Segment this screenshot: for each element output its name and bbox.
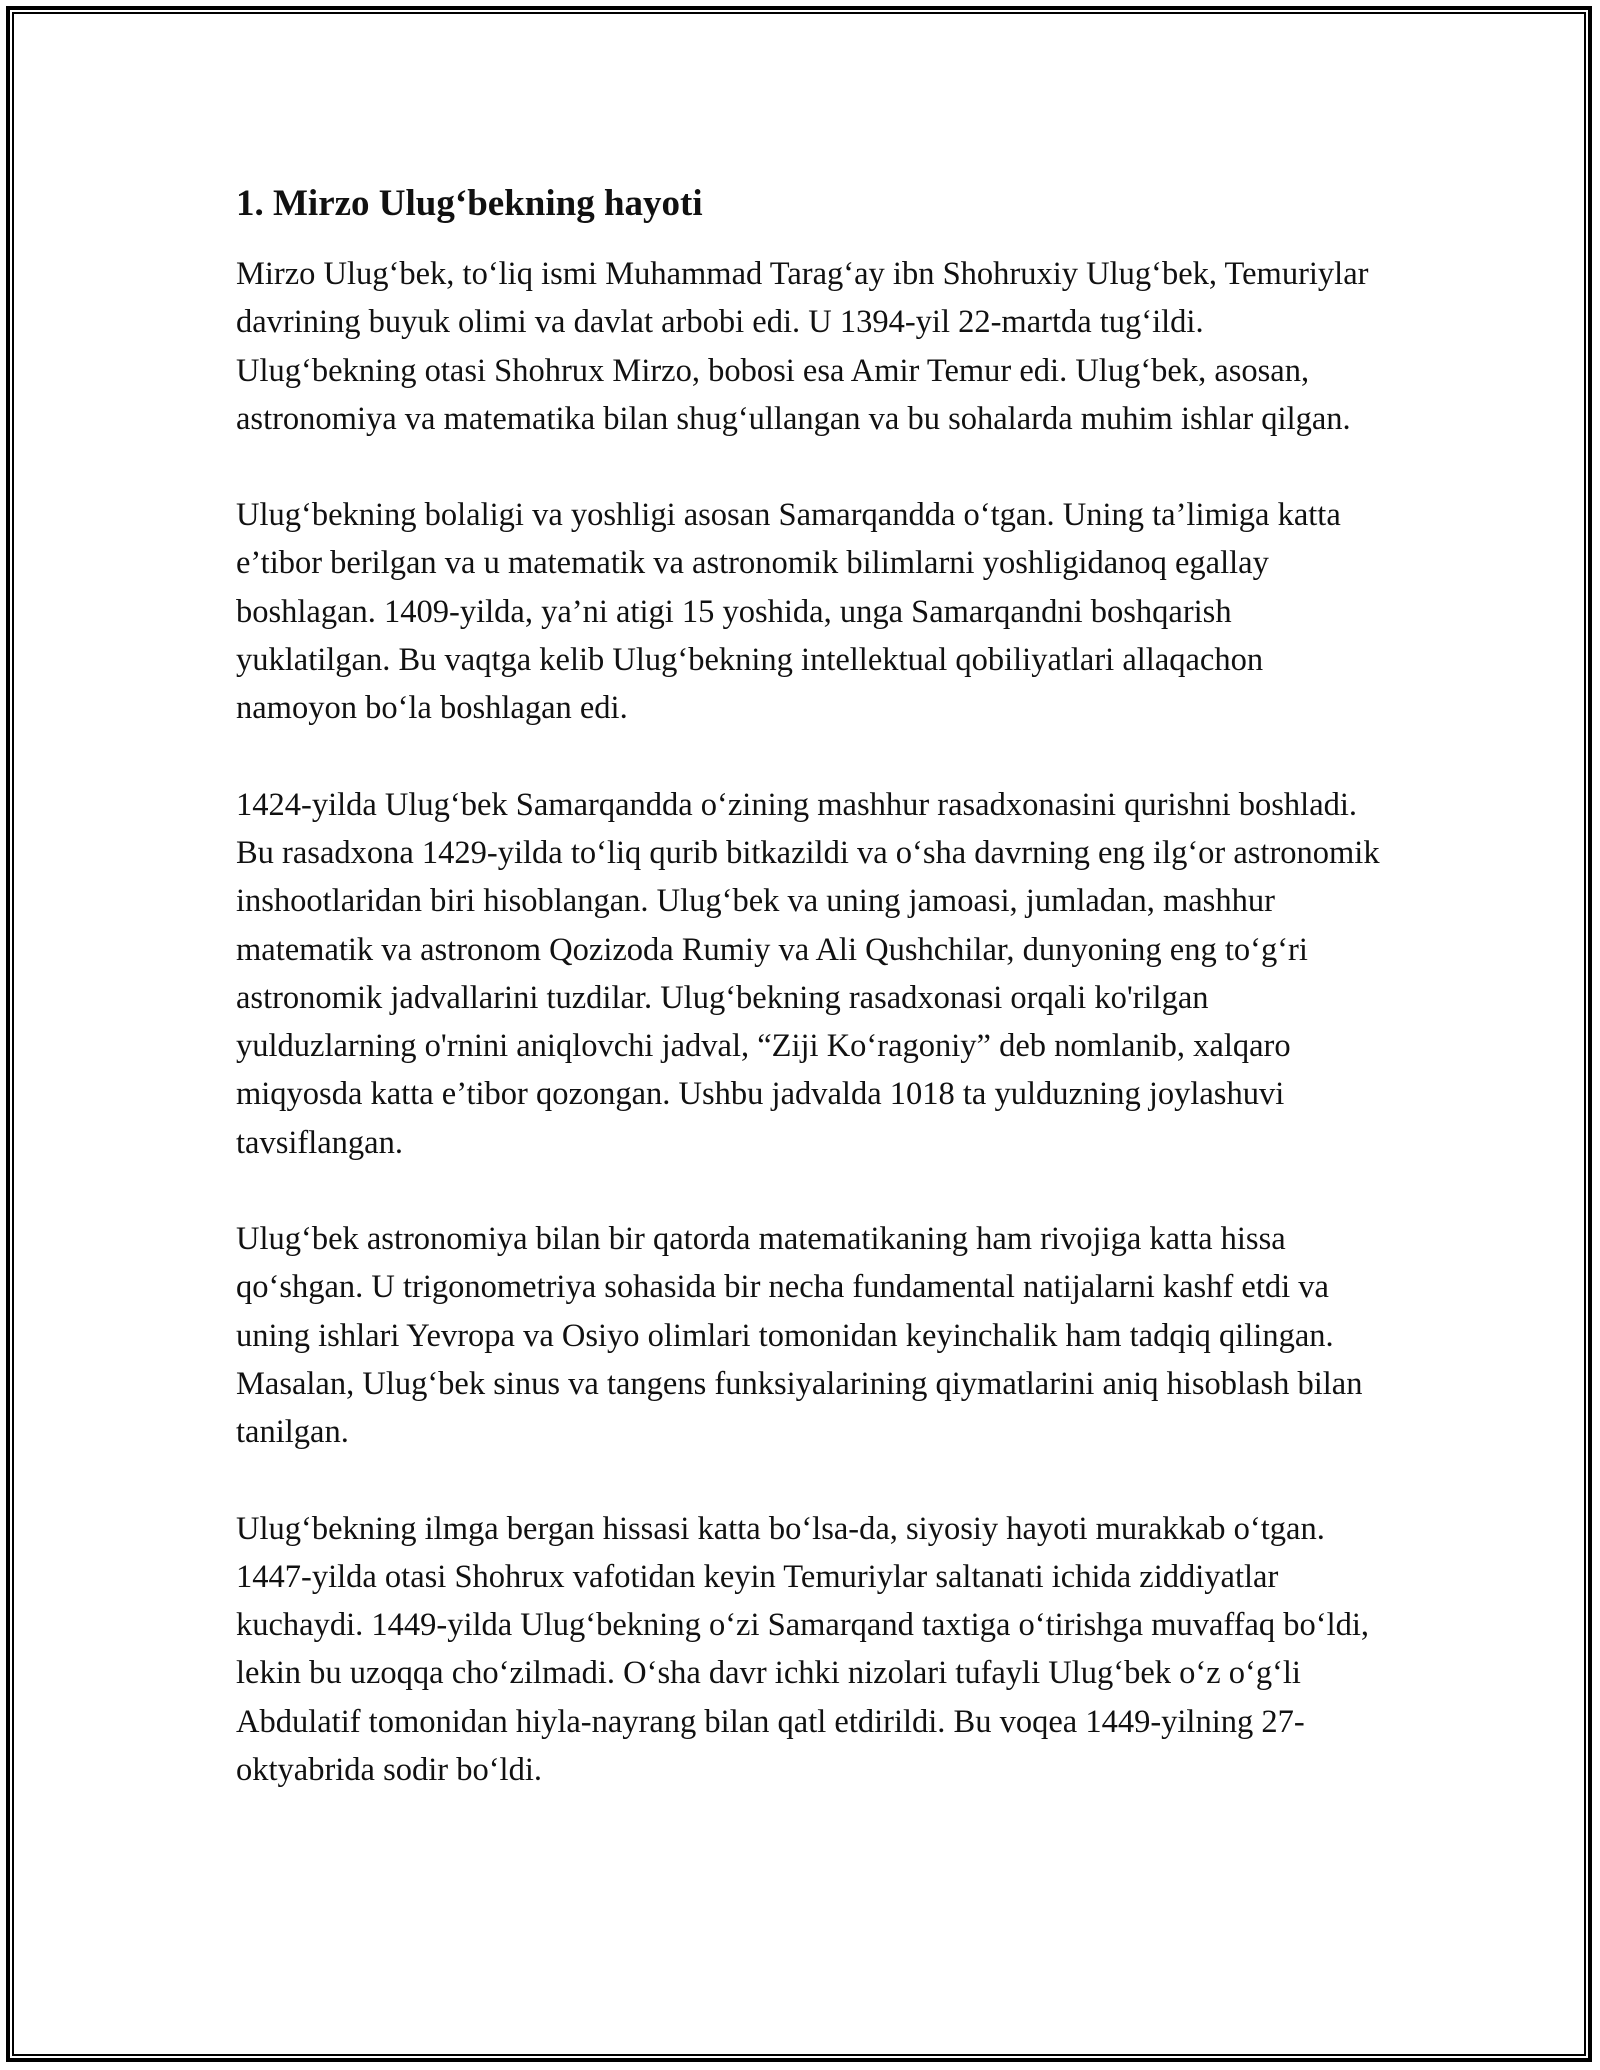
section-heading: 1. Mirzo Ulug‘bekning hayoti — [236, 183, 703, 224]
paragraph-4: Ulug‘bek astronomiya bilan bir qatorda matematikaning ham rivojiga katta hissa qo‘shgan. U trigonometriya sohasida bir necha fundamental natijalarni kashf etdi va uning ishlari Yevropa va Osiyo olimlari tomonidan keyinchalik ham tadqiq qilingan. Masalan, Ulug‘bek sinus va tangens funksiyalarining qiymatlarini aniq hisoblash bilan tanilgan. — [236, 1221, 1363, 1451]
paragraph-2: Ulug‘bekning bolaligi va yoshligi asosan Samarqandda o‘tgan. Uning ta’limiga katta e’tibor berilgan va u matematik va astronomik bilimlarni yoshligidanoq egallay boshlagan. 1409-yilda, ya’ni atigi 15 yoshida, unga Samarqandni boshqarish yuklatilgan. Bu vaqtga kelib Ulug‘bekning intellektual qobiliyatlari allaqachon namoyon bo‘la boshlagan edi. — [236, 497, 1341, 727]
document-body — [236, 180, 1386, 1794]
paragraph-3: 1424-yilda Ulug‘bek Samarqandda o‘zining mashhur rasadxonasini qurishni boshladi. Bu rasadxona 1429-yilda to‘liq qurib bitkazildi va o‘sha davrning eng ilg‘or astronomik inshootlaridan biri hisoblangan. Ulug‘bek va uning jamoasi, jumladan, mashhur matematik va astronom Qozizoda Rumiy va Ali Qushchilar, dunyoning eng to‘g‘ri astronomik jadvallarini tuzdilar. Ulug‘bekning rasadxonasi orqali ko'rilgan yulduzlarning o'rnini aniqlovchi jadval, “Ziji Ko‘ragoniy” deb nomlanib, xalqaro miqyosda katta e’tibor qozongan. Ushbu jadvalda 1018 ta yulduzning joylashuvi tavsiflangan. — [236, 786, 1380, 1161]
paragraph-5: Ulug‘bekning ilmga bergan hissasi katta bo‘lsa-da, siyosiy hayoti murakkab o‘tgan. 1447-yilda otasi Shohrux vafotidan keyin Temuriylar saltanati ichida ziddiyatlar kuchaydi. 1449-yilda Ulug‘bekning o‘zi Samarqand taxtiga o‘tirishga muvaffaq bo‘ldi, lekin bu uzoqqa cho‘zilmadi. O‘sha davr ichki nizolari tufayli Ulug‘bek o‘z o‘g‘li Abdulatif tomonidan hiyla-nayrang bilan qatl etdirildi. Bu voqea 1449-yilning 27-oktyabrida sodir bo‘ldi. — [236, 1510, 1370, 1789]
paragraph-1: Mirzo Ulug‘bek, to‘liq ismi Muhammad Tarag‘ay ibn Shohruxiy Ulug‘bek, Temuriylar davrining buyuk olimi va davlat arbobi edi. U 1394-yil 22-martda tug‘ildi. Ulug‘bekning otasi Shohrux Mirzo, bobosi esa Amir Temur edi. Ulug‘bek, asosan, astronomiya va matematika bilan shug‘ullangan va bu sohalarda muhim ishlar qilgan. — [236, 256, 1369, 437]
